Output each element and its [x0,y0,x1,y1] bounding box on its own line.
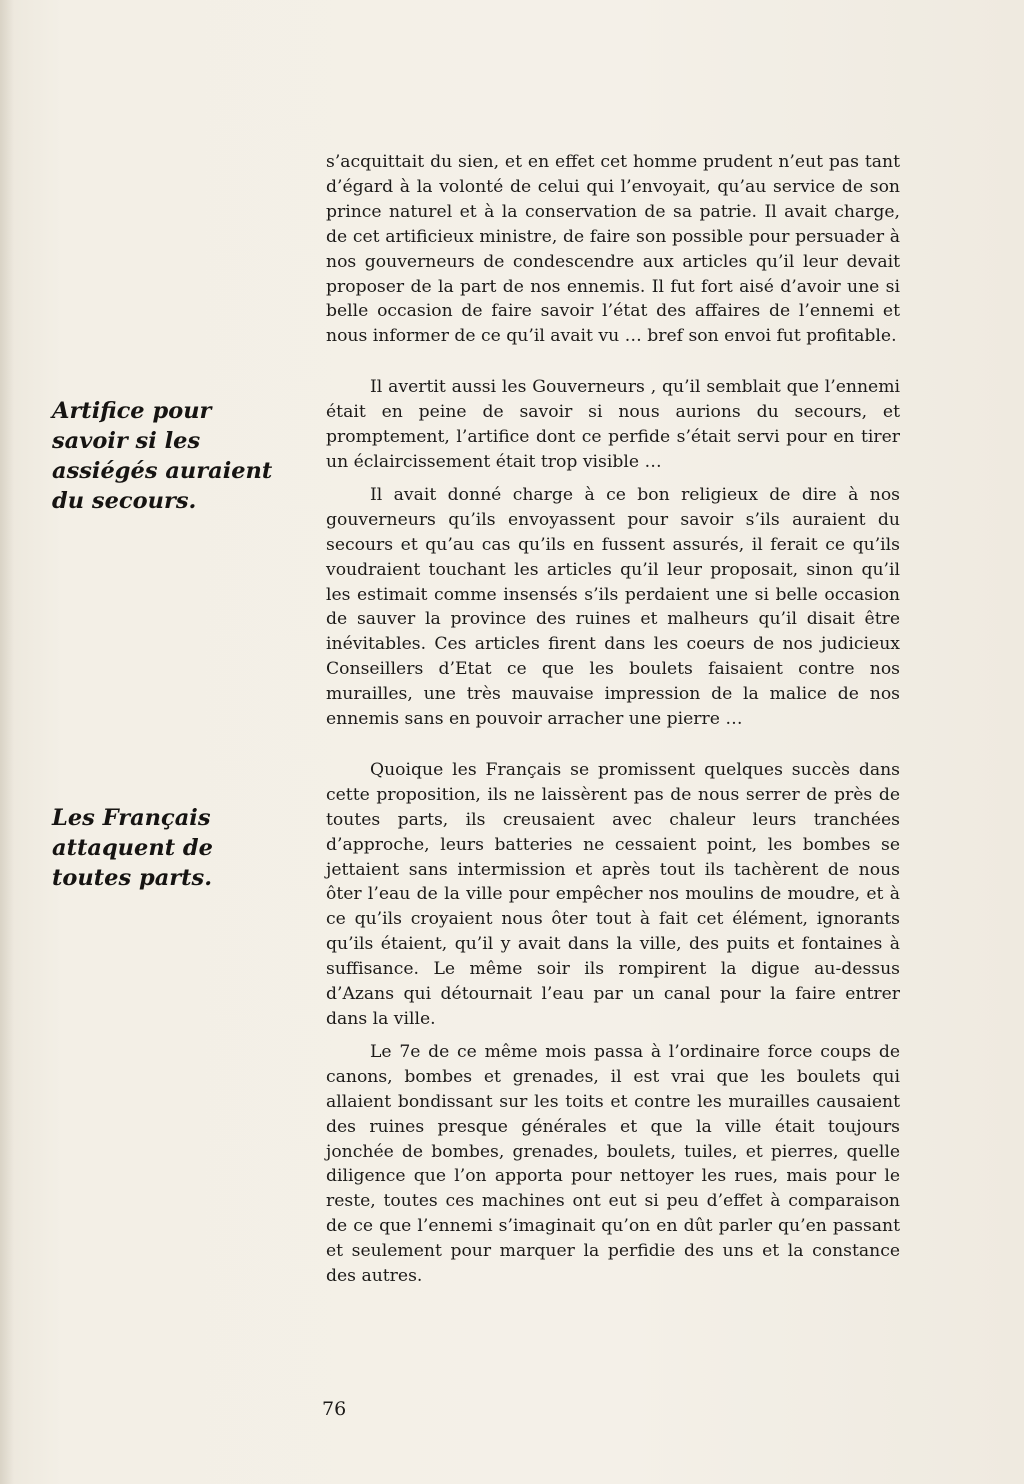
page-number: 76 [322,1398,347,1420]
margin-note-attaque: Les Français attaquent de toutes parts. [52,805,213,891]
main-text [326,150,900,1289]
paragraph-3: Il avait donné charge à ce bon religieux de dire à nos gouverneurs qu’ils envoyassent pour savoir s’ils auraient du secours et qu’au cas qu’ils en fussent assurés, il ferait ce qu’ils voudraient touchant les articles qu’il leur proposait, sinon qu’il les estimait comme insensés s’ils perdaient une si belle occasion de sauver la province des ruines et malheurs qu’il disait être inévitables. Ces articles firent dans les coeurs de nos judicieux Conseillers d’Etat ce que les boulets faisaient contre nos murailles, une très mauvaise impression de la malice de nos ennemis sans en pouvoir arracher une pierre … [326,484,900,730]
paragraph-2: Il avertit aussi les Gouverneurs , qu’il semblait que l’ennemi était en peine de savoir si nous aurions du secours, et promptement, l’artifice dont ce perfide s’était servi pour en tirer un éclaircissement était trop visible … [326,377,900,472]
paragraph-1: s’acquittait du sien, et en effet cet homme prudent n’eut pas tant d’égard à la volonté de celui qui l’envoyait, qu’au service de son prince naturel et à la conservation de sa patrie. Il avait charge, de cet artificieux ministre, de faire son possible pour persuader à nos gouverneurs de condescendre aux articles qu’il leur devait proposer de la part de nos ennemis. Il fut fort aisé d’avoir une si belle occasion de faire savoir l’état des affaires de l’ennemi et nous informer de ce qu’il avait vu … bref son envoi fut profitable. [326,152,900,347]
spine-shadow [0,0,14,1484]
paragraph-5: Le 7e de ce même mois passa à l’ordinaire force coups de canons, bombes et grenades, il est vrai que les boulets qui allaient bondissant sur les toits et contre les murailles causaient des ruines presque générales et que la ville était toujours jonchée de bombes, grenades, boulets, tuiles, et pierres, quelle diligence que l’on apporta pour nettoyer les rues, mais pour le reste, toutes ces machines ont eut si peu d’effet à comparaison de ce que l’ennemi s’imaginait qu’on en dût parler qu’en passant et seulement pour marquer la perfidie des uns et la constance des autres. [326,1041,900,1287]
paragraph-4: Quoique les Français se promissent quelques succès dans cette proposition, ils ne laissèrent pas de nous serrer de près de toutes parts, ils creusaient avec chaleur leurs tranchées d’approche, leurs batteries ne cessaient point, les bombes se jettaient sans intermission et après tout ils tachèrent de nous ôter l’eau de la ville pour empêcher nos moulins de moudre, et à ce qu’ils croyaient nous ôter tout à fait cet élément, ignorants qu’ils étaient, qu’il y avait dans la ville, des puits et fontaines à suffisance. Le même soir ils rompirent la digue au-dessus d’Azans qui détournait l’eau par un canal pour la faire entrer dans la ville. [326,759,900,1029]
margin-note-artifice: Artifice pour savoir si les assiégés auraient du secours. [52,398,273,514]
